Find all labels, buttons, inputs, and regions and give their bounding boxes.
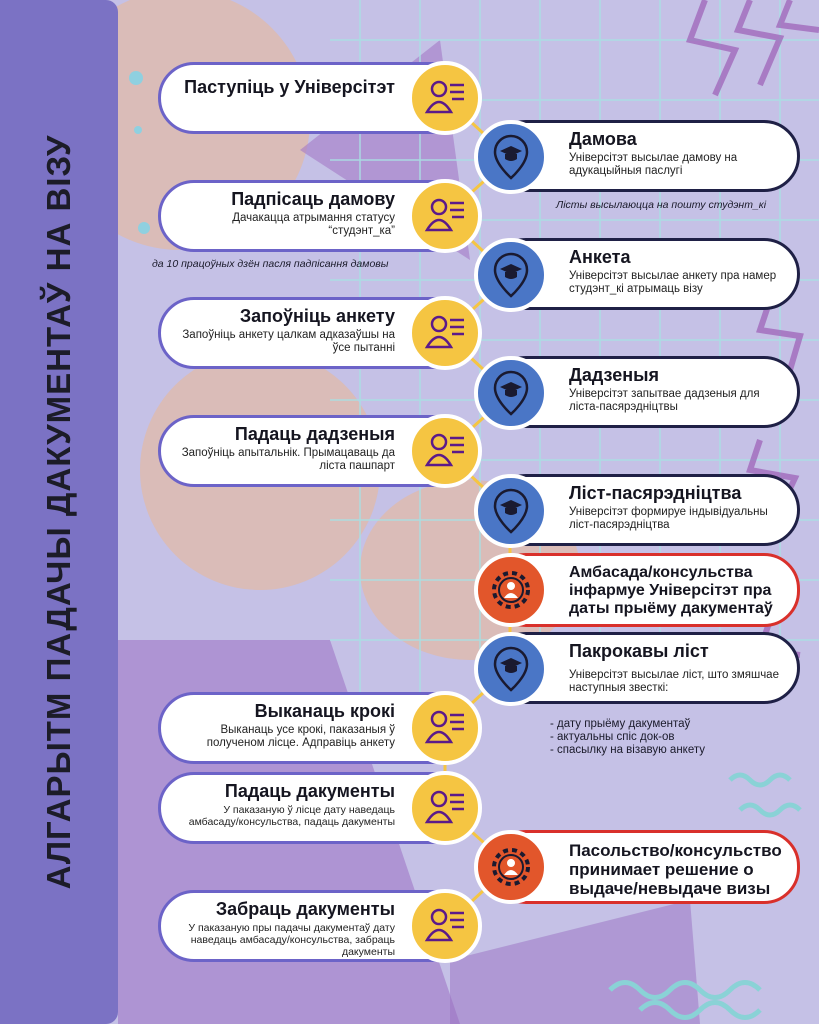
step-title: Дамова (569, 129, 637, 149)
person-document-icon (408, 296, 482, 370)
gear-person-icon (474, 553, 548, 627)
title-sidebar (0, 0, 118, 1024)
graduation-cap-pin-icon (474, 120, 548, 194)
step-title: Ліст-пасярэдніцтва (569, 483, 742, 503)
step-title: Дадзеныя (569, 365, 659, 385)
person-document-icon (408, 771, 482, 845)
step-title: Падаць дадзеныя (234, 424, 395, 444)
step-description: Універсітэт высылае анкету пра намер студэнт_кі атрымаць візу (569, 270, 777, 295)
letter-items-list (550, 718, 705, 757)
step-title: Выканаць крокі (254, 701, 395, 721)
graduation-cap-pin-icon (474, 632, 548, 706)
gear-person-icon (474, 830, 548, 904)
step-title: Запоўніць анкету (239, 306, 395, 326)
person-document-icon (408, 889, 482, 963)
graduation-cap-pin-icon (474, 474, 548, 548)
step-title: Анкета (569, 247, 631, 267)
step-description: Выканаць усе крокі, паказаныя ў полученом лісце. Адправіць анкету (206, 724, 395, 749)
list-item: - актуальны спіс док-ов (550, 731, 675, 743)
note-ten-days: да 10 працоўных дзён пасля падпісання дамовы (152, 258, 389, 270)
page-title: АЛГАРЫТМ ПАДАЧЫ ДАКУМЕНТАЎ НА ВІЗУ (40, 134, 77, 890)
step-description: Універсітэт высылае ліст, што змяшчае наступныя звесткі: (569, 669, 779, 694)
step-description: Універсітэт высылае дамову на адукацыйныя паслугі (569, 152, 738, 177)
step-description: Запоўніць анкету цалкам адказаўшы на ўсе пытанні (182, 329, 395, 354)
graduation-cap-pin-icon (474, 238, 548, 312)
step-title: Падаць дакументы (224, 781, 395, 801)
person-document-icon (408, 414, 482, 488)
step-title: Пасольство/консульство принимает решение о выдаче/невыдаче визы (569, 841, 782, 898)
step-description: Універсітэт запытвае дадзеныя для ліста-пасярэдніцтвы (569, 388, 760, 413)
step-title: Падпісаць дамову (231, 189, 395, 209)
step-title: Амбасада/консульства інфармуе Універсітэт пра даты прыёму дакументаў (569, 564, 773, 617)
step-title: Забраць дакументы (215, 899, 395, 919)
step-description: Дачакацца атрымання статусу “студэнт_ка” (232, 212, 395, 237)
step-description: У паказаную ў лісце дату наведаць амбасаду/консульства, падаць дакументы (188, 804, 395, 828)
person-document-icon (408, 691, 482, 765)
graduation-cap-pin-icon (474, 356, 548, 430)
list-item: - спасылку на візавую анкету (550, 744, 705, 756)
step-description: Запоўніць апытальнік. Прымацаваць да ліста пашпарт (181, 447, 395, 472)
step-title: Пакрокавы ліст (569, 641, 709, 661)
step-title: Паступіць у Універсітэт (184, 77, 395, 97)
step-description: Універсітэт формируе індывідуальны ліст-пасярэдніцтва (569, 506, 768, 531)
list-item: - дату прыёму дакументаў (550, 718, 691, 730)
person-document-icon (408, 179, 482, 253)
person-document-icon (408, 61, 482, 135)
note-letters-email: Лісты высылаюцца на пошту студэнт_кі (556, 199, 767, 211)
step-description: У паказаную пры падачы дакументаў дату наведаць амбасаду/консульства, забраць дакументы (188, 922, 395, 958)
